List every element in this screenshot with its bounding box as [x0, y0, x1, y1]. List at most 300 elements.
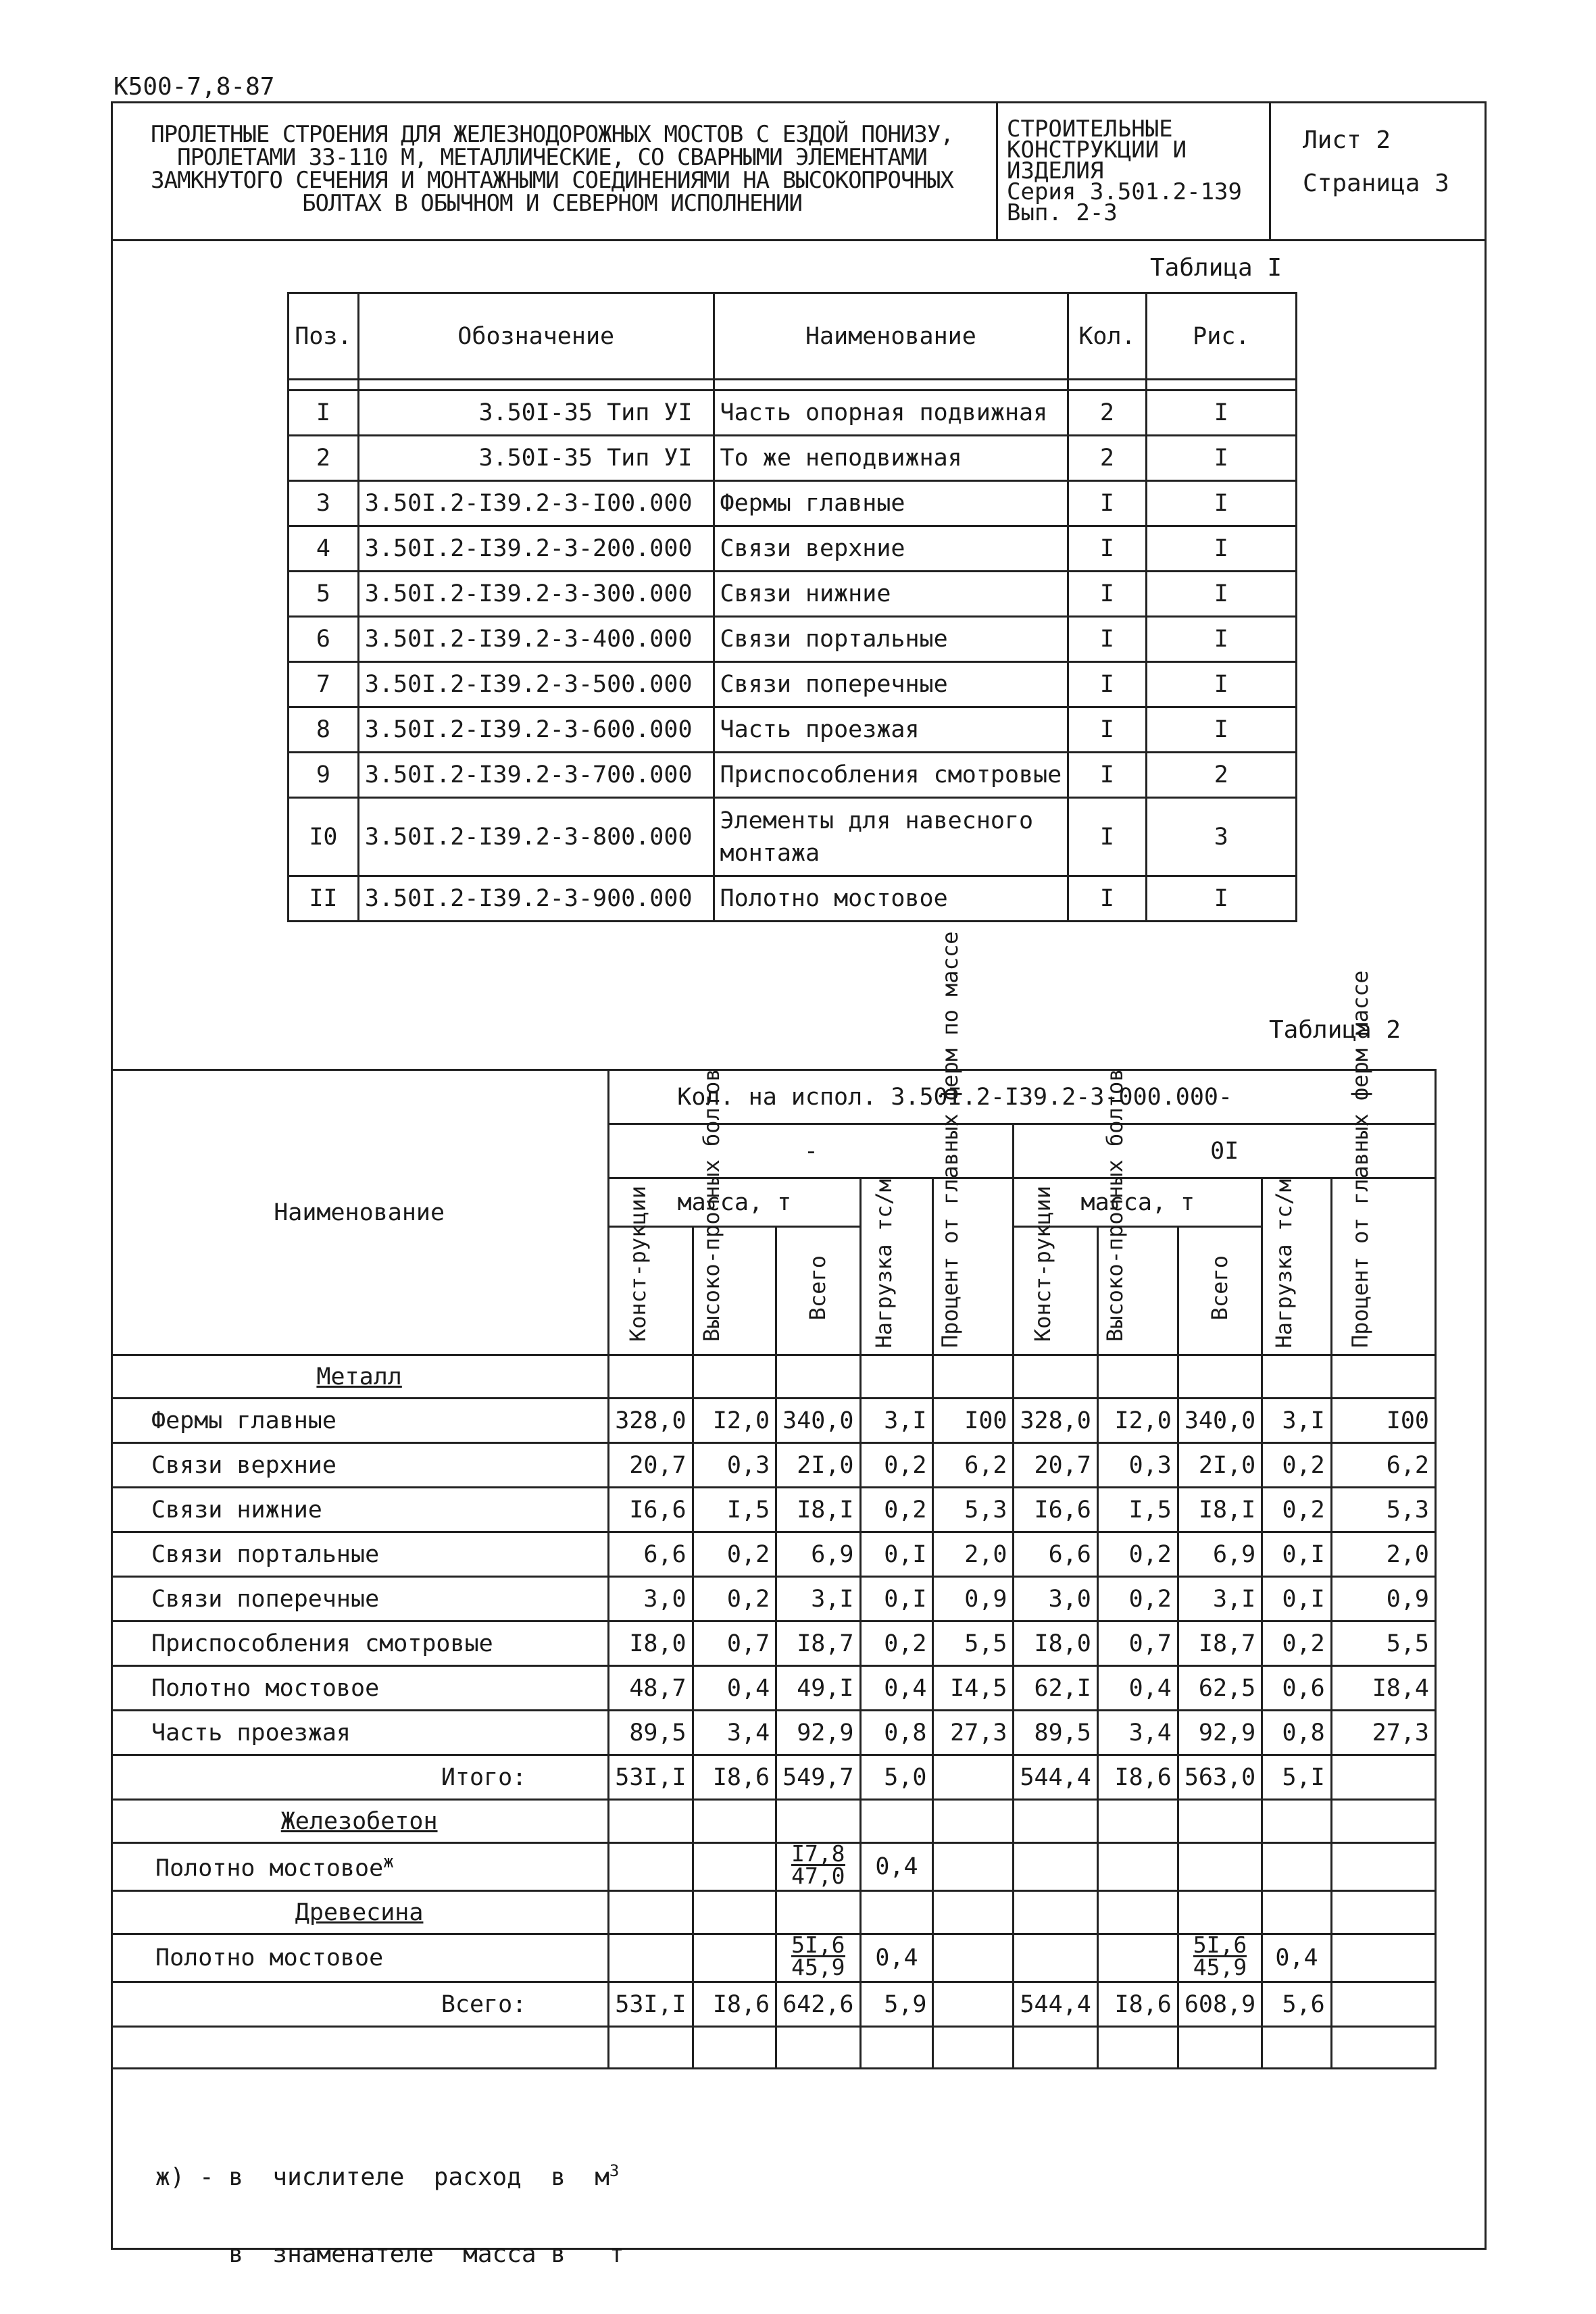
mass-total-a-cell: 642,6 — [776, 1982, 860, 2027]
table1-row — [289, 876, 1297, 922]
mass-total-a-cell: 6,9 — [776, 1532, 860, 1577]
empty-cell — [1262, 1891, 1332, 1934]
constr-a-cell: 20,7 — [609, 1443, 693, 1488]
constr-b-cell: I8,0 — [1014, 1621, 1097, 1666]
pos-cell: I — [289, 391, 359, 436]
table1-row — [289, 436, 1297, 481]
fig-cell: I — [1146, 707, 1296, 753]
name-cell: Часть проезжая — [714, 707, 1068, 753]
percent-b-cell: I8,4 — [1331, 1666, 1435, 1711]
subtotal-row — [111, 1755, 1436, 1800]
constr-header-a-text: Конст-рукции — [624, 1186, 651, 1342]
fig-cell: I — [1146, 572, 1296, 617]
load-b-cell: 0,8 — [1262, 1711, 1332, 1755]
row-name-cell: Приспособления смотровые — [111, 1621, 609, 1666]
percent-b-cell: 2,0 — [1331, 1532, 1435, 1577]
variant-a: - — [609, 1124, 1014, 1178]
mass-total-a-cell: 49,I — [776, 1666, 860, 1711]
footnote-superscript: 3 — [609, 2161, 620, 2180]
designation-cell: 3.50I.2-I39.2-3-400.000 — [358, 617, 714, 662]
table1 — [287, 292, 1297, 922]
empty-cell — [693, 1800, 776, 1843]
qty-cell: I — [1068, 617, 1146, 662]
pos-cell: 8 — [289, 707, 359, 753]
load-b-cell: 5,I — [1262, 1755, 1332, 1800]
empty-cell — [609, 1891, 693, 1934]
empty-cell — [1014, 1800, 1097, 1843]
empty-cell — [609, 1355, 693, 1399]
header-qty: Кол. — [1068, 293, 1146, 380]
name-cell: Полотно мостовое — [714, 876, 1068, 922]
percent-a-cell — [933, 1934, 1014, 1982]
mass-total-b-cell: 3,I — [1178, 1577, 1262, 1621]
empty-cell — [1331, 1891, 1435, 1934]
load-b-cell: 3,I — [1262, 1399, 1332, 1443]
pos-cell: II — [289, 876, 359, 922]
mass-total-b-cell: 608,9 — [1178, 1982, 1262, 2027]
pos-cell: 6 — [289, 617, 359, 662]
empty-cell — [1262, 1355, 1332, 1399]
empty-cell — [860, 1891, 933, 1934]
load-a-cell: 3,I — [860, 1399, 933, 1443]
qty-cell: I — [1068, 572, 1146, 617]
constr-a-cell: 6,6 — [609, 1532, 693, 1577]
pos-cell: I0 — [289, 798, 359, 876]
empty-cell — [1097, 1800, 1178, 1843]
name-cell: Связи верхние — [714, 526, 1068, 572]
metal-row — [111, 1443, 1436, 1488]
fig-cell: I — [1146, 436, 1296, 481]
pos-cell: 9 — [289, 753, 359, 798]
series-info — [1007, 116, 1242, 226]
category-line-1: СТРОИТЕЛЬНЫЕ — [1007, 116, 1173, 143]
name-cell: Элементы для навесного монтажа — [714, 798, 1068, 876]
row-name-cell: Связи верхние — [111, 1443, 609, 1488]
mass-total-b-cell: 92,9 — [1178, 1711, 1262, 1755]
load-b-cell: 0,2 — [1262, 1488, 1332, 1532]
header-fig: Рис. — [1146, 293, 1296, 380]
row-name-cell: Связи поперечные — [111, 1577, 609, 1621]
t2-header-name: Наименование — [111, 1070, 609, 1355]
constr-b-cell: 62,I — [1014, 1666, 1097, 1711]
percent-a-cell: I00 — [933, 1399, 1014, 1443]
pos-cell: 4 — [289, 526, 359, 572]
total-row — [111, 1982, 1436, 2027]
footnote-line-1 — [155, 2158, 624, 2190]
constr-b-cell: 544,4 — [1014, 1982, 1097, 2027]
table1-row — [289, 481, 1297, 526]
percent-a-cell: I4,5 — [933, 1666, 1014, 1711]
mass-total-a-cell-fraction — [791, 1840, 845, 1890]
empty-cell — [1331, 1355, 1435, 1399]
empty-cell — [693, 1891, 776, 1934]
constr-a-cell — [609, 1934, 693, 1982]
title-line-1: ПРОЛЕТНЫЕ СТРОЕНИЯ ДЛЯ ЖЕЛЕЗНОДОРОЖНЫХ МОСТОВ С ЕЗДОЙ ПОНИЗУ, — [151, 121, 953, 148]
pos-cell: 5 — [289, 572, 359, 617]
bolts-b-cell: 0,2 — [1097, 1532, 1178, 1577]
percent-a-cell: 2,0 — [933, 1532, 1014, 1577]
qty-cell: I — [1068, 707, 1146, 753]
bolts-b-cell — [1097, 1934, 1178, 1982]
mass-total-a-cell-numerator: 5I,6 — [791, 1932, 845, 1959]
constr-a-cell: 53I,I — [609, 1755, 693, 1800]
percent-b-cell: 0,9 — [1331, 1577, 1435, 1621]
load-a-cell: 0,8 — [860, 1711, 933, 1755]
bolts-a-cell: I8,6 — [693, 1755, 776, 1800]
mass-total-a-cell-denominator: 45,9 — [791, 1954, 845, 1981]
metal-row — [111, 1532, 1436, 1577]
sheet-number: Лист 2 — [1303, 126, 1391, 154]
table1-row — [289, 391, 1297, 436]
header-separator-1 — [996, 101, 998, 239]
load-a-cell: 0,4 — [860, 1934, 933, 1982]
mass-total-a-cell-fraction — [791, 1932, 845, 1981]
section-wood-text: Древесина — [295, 1898, 424, 1926]
table1-row — [289, 707, 1297, 753]
empty-cell — [111, 2027, 609, 2069]
percent-a-cell: 6,2 — [933, 1443, 1014, 1488]
metal-row — [111, 1399, 1436, 1443]
issue-number: Вып. 2-3 — [1007, 199, 1118, 226]
fig-cell: I — [1146, 481, 1296, 526]
metal-row — [111, 1711, 1436, 1755]
percent-b-cell: I00 — [1331, 1399, 1435, 1443]
sheet-info — [1303, 119, 1449, 205]
empty-cell — [1178, 1891, 1262, 1934]
metal-row — [111, 1577, 1436, 1621]
empty-cell — [933, 1843, 1014, 1891]
empty-cell — [776, 1355, 860, 1399]
table2-caption: Таблица 2 — [1269, 1016, 1401, 1044]
mass-total-b-cell: I8,7 — [1178, 1621, 1262, 1666]
qty-cell: I — [1068, 662, 1146, 707]
empty-cell — [776, 2027, 860, 2069]
mass-total-b-cell: 6,9 — [1178, 1532, 1262, 1577]
pos-cell: 2 — [289, 436, 359, 481]
bolts-b-cell: I8,6 — [1097, 1755, 1178, 1800]
name-cell: Связи портальные — [714, 617, 1068, 662]
empty-cell — [1262, 2027, 1332, 2069]
table1-header-row — [289, 293, 1297, 380]
section-wood-row — [111, 1891, 1436, 1934]
category-line-3: ИЗДЕЛИЯ — [1007, 157, 1104, 184]
mass-total-b-cell — [1178, 1934, 1262, 1982]
constr-a-cell — [609, 1843, 693, 1891]
designation-cell: 3.50I-35 Тип УI — [358, 436, 714, 481]
percent-b-cell: 6,2 — [1331, 1443, 1435, 1488]
designation-cell: 3.50I.2-I39.2-3-700.000 — [358, 753, 714, 798]
empty-cell — [609, 1800, 693, 1843]
bolts-b-cell: I,5 — [1097, 1488, 1178, 1532]
fig-cell: I — [1146, 662, 1296, 707]
empty-cell — [1097, 2027, 1178, 2069]
title-line-2: ПРОЛЕТАМИ 33-110 М, МЕТАЛЛИЧЕСКИЕ, СО СВАРНЫМИ ЭЛЕМЕНТАМИ — [177, 144, 927, 171]
empty-cell — [1014, 1355, 1097, 1399]
mass-total-b-cell-denominator: 45,9 — [1193, 1954, 1247, 1981]
empty-cell — [933, 2027, 1014, 2069]
bolts-a-cell: 0,2 — [693, 1532, 776, 1577]
concrete-row-name: Полотно мостовое — [155, 1855, 384, 1882]
empty-cell — [776, 1800, 860, 1843]
total-header-b — [1178, 1227, 1262, 1355]
mass-header-a: масса, т — [609, 1178, 860, 1227]
table1-body — [289, 391, 1297, 922]
table1-row — [289, 798, 1297, 876]
percent-header-b-text: Процент от главных ферм массе — [1347, 970, 1374, 1349]
header-separator-2 — [1269, 101, 1271, 239]
empty-cell — [1331, 1800, 1435, 1843]
percent-a-cell: 5,5 — [933, 1621, 1014, 1666]
page-number: Страница 3 — [1303, 170, 1449, 197]
empty-cell — [1097, 1843, 1178, 1891]
table1-row — [289, 572, 1297, 617]
table2-header-row-1 — [111, 1070, 1436, 1124]
designation-cell: 3.50I.2-I39.2-3-200.000 — [358, 526, 714, 572]
constr-b-cell: 6,6 — [1014, 1532, 1097, 1577]
footnote-line-1-text: ж) - в числителе расход в м — [155, 2163, 609, 2191]
load-a-cell: 0,2 — [860, 1488, 933, 1532]
bolts-a-cell: 0,7 — [693, 1621, 776, 1666]
empty-cell — [1331, 1843, 1435, 1891]
mass-total-b-cell: 2I,0 — [1178, 1443, 1262, 1488]
row-name-cell — [111, 1843, 609, 1891]
load-b-cell: 0,2 — [1262, 1621, 1332, 1666]
empty-cell — [693, 1355, 776, 1399]
constr-b-cell: 328,0 — [1014, 1399, 1097, 1443]
pos-cell: 3 — [289, 481, 359, 526]
bolts-b-cell: 0,2 — [1097, 1577, 1178, 1621]
name-cell: Связи нижние — [714, 572, 1068, 617]
empty-cell — [1262, 1800, 1332, 1843]
mass-total-a-cell: 3,I — [776, 1577, 860, 1621]
bolts-b-cell: 3,4 — [1097, 1711, 1178, 1755]
table1-row — [289, 753, 1297, 798]
percent-b-cell: 5,3 — [1331, 1488, 1435, 1532]
section-concrete-text: Железобетон — [280, 1807, 438, 1835]
document-title — [123, 123, 981, 215]
bolts-b-cell: I8,6 — [1097, 1982, 1178, 2027]
empty-cell — [693, 2027, 776, 2069]
empty-cell — [933, 1891, 1014, 1934]
empty-cell — [860, 1800, 933, 1843]
total-header-a-text: Всего — [805, 1255, 831, 1321]
fig-cell: 3 — [1146, 798, 1296, 876]
mass-total-a-cell — [776, 1934, 860, 1982]
designation-cell: 3.50I.2-I39.2-3-600.000 — [358, 707, 714, 753]
header-name: Наименование — [714, 293, 1068, 380]
load-header-b-text: Нагрузка тс/м — [1270, 1179, 1297, 1349]
load-header-a — [860, 1178, 933, 1355]
empty-cell — [1178, 1800, 1262, 1843]
empty-cell — [1097, 1891, 1178, 1934]
mass-total-b-cell: 563,0 — [1178, 1755, 1262, 1800]
fig-cell: I — [1146, 526, 1296, 572]
constr-a-cell: 328,0 — [609, 1399, 693, 1443]
title-line-3: ЗАМКНУТОГО СЕЧЕНИЯ И МОНТАЖНЫМИ СОЕДИНЕНИЯМИ НА ВЫСОКОПРОЧНЫХ — [151, 167, 953, 194]
designation-cell: 3.50I.2-I39.2-3-500.000 — [358, 662, 714, 707]
section-concrete — [111, 1800, 609, 1843]
empty-cell — [1262, 1843, 1332, 1891]
table1-row — [289, 617, 1297, 662]
mass-total-a-cell — [776, 1840, 860, 1891]
load-a-cell: 0,I — [860, 1577, 933, 1621]
load-a-cell: 0,4 — [860, 1843, 933, 1891]
empty-cell — [1178, 2027, 1262, 2069]
mass-total-a-cell-denominator: 47,0 — [791, 1863, 845, 1890]
percent-header-a-text: Процент от главных ферм по массе — [937, 931, 964, 1349]
metal-row — [111, 1621, 1436, 1666]
load-b-cell: 0,4 — [1262, 1934, 1332, 1982]
row-name-cell: Связи нижние — [111, 1488, 609, 1532]
mass-total-b-cell: 340,0 — [1178, 1399, 1262, 1443]
mass-total-b-cell-fraction — [1193, 1932, 1247, 1981]
row-name-cell: Полотно мостовое — [111, 1934, 609, 1982]
mass-total-b-cell-numerator: 5I,6 — [1193, 1932, 1247, 1959]
load-header-b — [1262, 1178, 1332, 1355]
constr-b-cell: 3,0 — [1014, 1577, 1097, 1621]
name-cell: Фермы главные — [714, 481, 1068, 526]
category-line-2: КОНСТРУКЦИИ И — [1007, 136, 1187, 164]
total-header-a — [776, 1227, 860, 1355]
pos-cell: 7 — [289, 662, 359, 707]
bolts-a-cell: I,5 — [693, 1488, 776, 1532]
load-a-cell: 0,I — [860, 1532, 933, 1577]
percent-a-cell — [933, 1982, 1014, 2027]
load-b-cell: 0,2 — [1262, 1443, 1332, 1488]
qty-cell: I — [1068, 481, 1146, 526]
title-line-4: БОЛТАХ В ОБЫЧНОМ И СЕВЕРНОМ ИСПОЛНЕНИИ — [302, 190, 802, 217]
header-designation: Обозначение — [358, 293, 714, 380]
load-a-cell: 0,2 — [860, 1621, 933, 1666]
bolts-a-cell: 3,4 — [693, 1711, 776, 1755]
mass-total-a-cell: 549,7 — [776, 1755, 860, 1800]
row-name-cell: Итого: — [111, 1755, 609, 1800]
constr-a-cell: 89,5 — [609, 1711, 693, 1755]
variant-b: 0I — [1014, 1124, 1436, 1178]
table2-body — [111, 1355, 1436, 2069]
metal-row — [111, 1666, 1436, 1711]
load-b-cell: 5,6 — [1262, 1982, 1332, 2027]
designation-cell: 3.50I-35 Тип УI — [358, 391, 714, 436]
table1-spacer-row — [289, 380, 1297, 391]
qty-cell: I — [1068, 798, 1146, 876]
empty-cell — [776, 1891, 860, 1934]
footnote-mark: ж — [383, 1852, 394, 1873]
qty-cell: I — [1068, 876, 1146, 922]
load-b-cell: 0,I — [1262, 1532, 1332, 1577]
mass-total-a-cell: 340,0 — [776, 1399, 860, 1443]
row-name-cell: Фермы главные — [111, 1399, 609, 1443]
load-a-cell: 5,9 — [860, 1982, 933, 2027]
document-code: К500-7,8-87 — [114, 73, 275, 101]
section-wood — [111, 1891, 609, 1934]
empty-cell — [609, 2027, 693, 2069]
percent-a-cell: 5,3 — [933, 1488, 1014, 1532]
concrete-row — [111, 1843, 1436, 1891]
section-concrete-row — [111, 1800, 1436, 1843]
load-b-cell: 0,I — [1262, 1577, 1332, 1621]
load-a-cell: 0,4 — [860, 1666, 933, 1711]
constr-a-cell: I6,6 — [609, 1488, 693, 1532]
table1-row — [289, 662, 1297, 707]
metal-row — [111, 1488, 1436, 1532]
name-cell: Часть опорная подвижная — [714, 391, 1068, 436]
empty-cell — [933, 1355, 1014, 1399]
constr-header-a — [609, 1186, 693, 1355]
bolts-a-cell — [693, 1934, 776, 1982]
constr-header-b — [1014, 1186, 1097, 1355]
constr-a-cell: 3,0 — [609, 1577, 693, 1621]
constr-a-cell: 48,7 — [609, 1666, 693, 1711]
mass-total-a-cell: 92,9 — [776, 1711, 860, 1755]
table1-row — [289, 526, 1297, 572]
constr-a-cell: 53I,I — [609, 1982, 693, 2027]
percent-a-cell — [933, 1755, 1014, 1800]
empty-cell — [1014, 1891, 1097, 1934]
fig-cell: 2 — [1146, 753, 1296, 798]
designation-cell: 3.50I.2-I39.2-3-I00.000 — [358, 481, 714, 526]
empty-cell — [1097, 1355, 1178, 1399]
bolts-a-cell — [693, 1843, 776, 1891]
mass-total-a-cell: 2I,0 — [776, 1443, 860, 1488]
qty-cell: I — [1068, 526, 1146, 572]
row-name-cell: Всего: — [111, 1982, 609, 2027]
designation-cell: 3.50I.2-I39.2-3-900.000 — [358, 876, 714, 922]
mass-total-a-cell: I8,7 — [776, 1621, 860, 1666]
mass-total-a-cell-numerator: I7,8 — [791, 1840, 845, 1867]
qty-cell: 2 — [1068, 391, 1146, 436]
percent-a-cell: 0,9 — [933, 1577, 1014, 1621]
qty-cell: I — [1068, 753, 1146, 798]
fig-cell: I — [1146, 391, 1296, 436]
bolts-a-cell: 0,3 — [693, 1443, 776, 1488]
header-pos: Поз. — [289, 293, 359, 380]
percent-a-cell: 27,3 — [933, 1711, 1014, 1755]
footnote-line-2: в знаменателе масса в т — [155, 2240, 624, 2268]
empty-cell — [933, 1800, 1014, 1843]
bolts-a-cell: 0,2 — [693, 1577, 776, 1621]
empty-cell — [1014, 2027, 1097, 2069]
constr-b-cell: 544,4 — [1014, 1755, 1097, 1800]
constr-a-cell: I8,0 — [609, 1621, 693, 1666]
bolts-header-b-text: Высоко-прочных болтов — [1101, 1068, 1128, 1342]
load-b-cell: 0,6 — [1262, 1666, 1332, 1711]
row-name-cell: Связи портальные — [111, 1532, 609, 1577]
percent-b-cell — [1331, 1934, 1435, 1982]
fig-cell: I — [1146, 617, 1296, 662]
header-divider — [111, 239, 1487, 241]
percent-b-cell — [1331, 1982, 1435, 2027]
row-name-cell: Часть проезжая — [111, 1711, 609, 1755]
bolts-a-cell: I8,6 — [693, 1982, 776, 2027]
mass-header-b: масса, т — [1014, 1178, 1262, 1227]
fig-cell: I — [1146, 876, 1296, 922]
row-name-cell: Полотно мостовое — [111, 1666, 609, 1711]
constr-b-cell — [1014, 1934, 1097, 1982]
empty-cell — [1178, 1355, 1262, 1399]
name-cell: Связи поперечные — [714, 662, 1068, 707]
mass-total-b-cell: I8,I — [1178, 1488, 1262, 1532]
total-header-b-text: Всего — [1207, 1255, 1232, 1321]
t2-header-qty — [609, 1070, 1436, 1124]
load-a-cell: 5,0 — [860, 1755, 933, 1800]
section-metal — [111, 1355, 609, 1399]
table1-caption: Таблица I — [1150, 254, 1282, 282]
empty-cell — [1014, 1843, 1097, 1891]
bolts-header-a-text: Высоко-прочных болтов — [698, 1068, 724, 1342]
percent-b-cell: 5,5 — [1331, 1621, 1435, 1666]
designation-cell: 3.50I.2-I39.2-3-800.000 — [358, 798, 714, 876]
